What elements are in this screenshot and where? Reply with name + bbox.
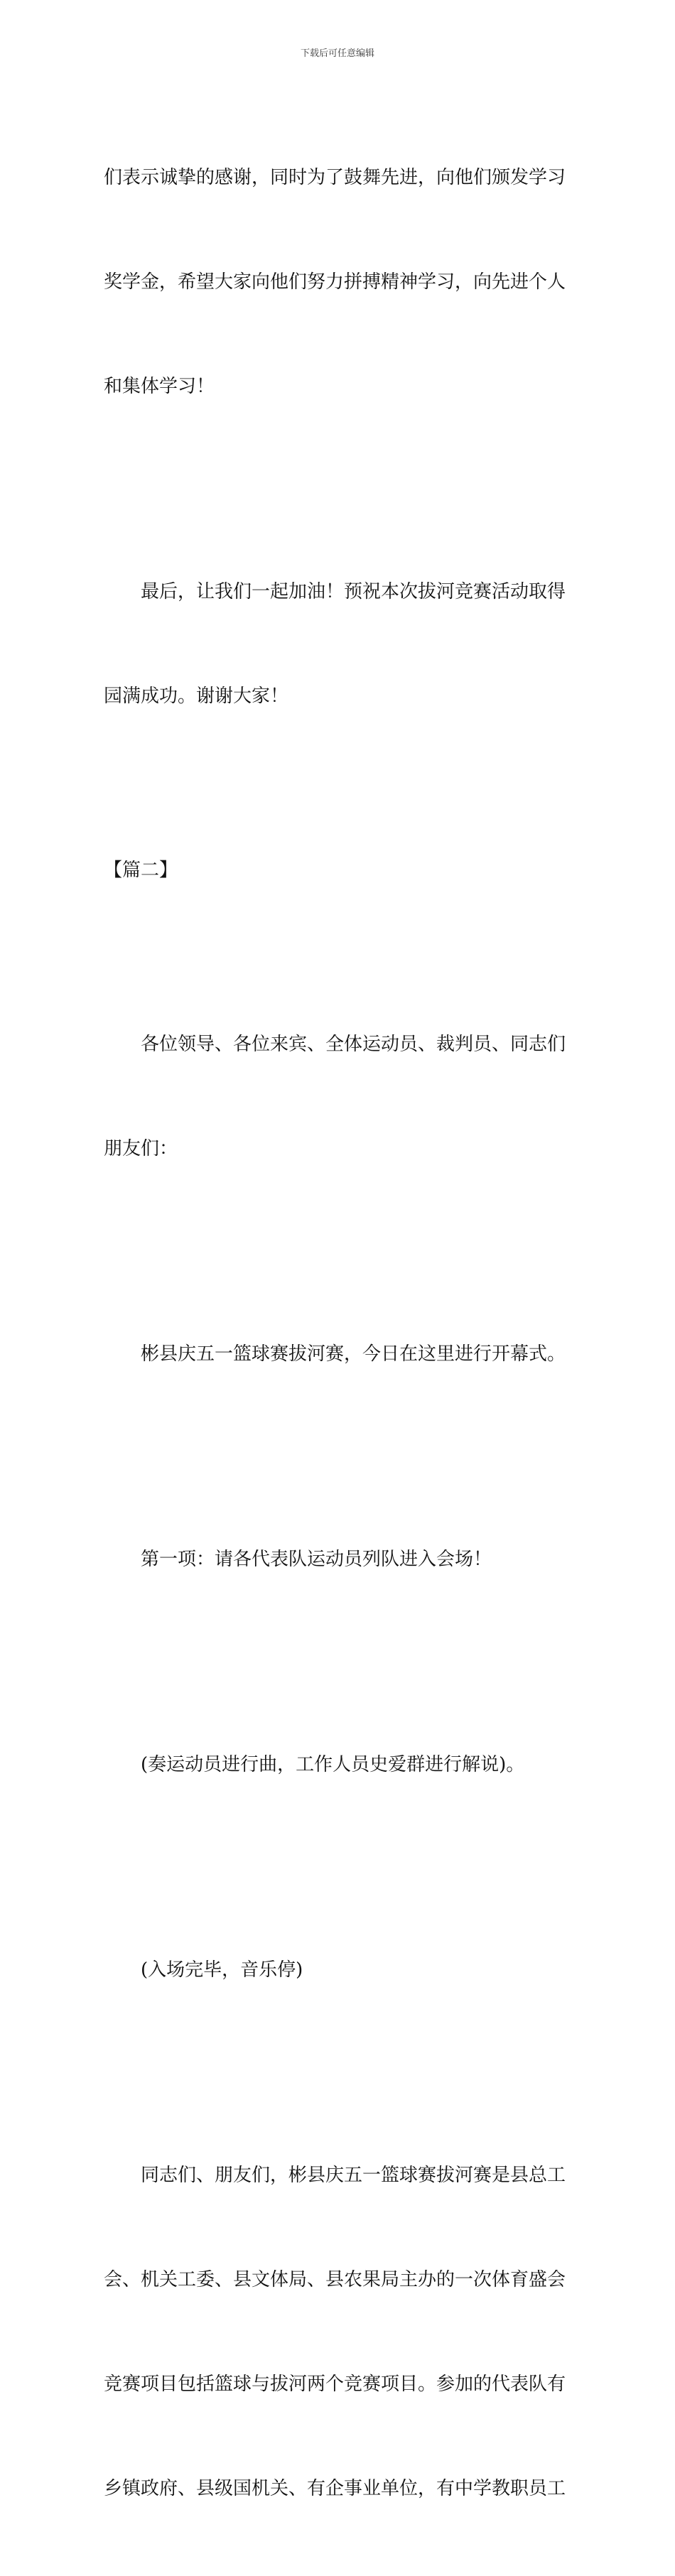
text-line: 彬县庆五一篮球赛拔河赛，今日在这里进行开幕式。 <box>141 1343 566 1365</box>
page-header: 下载后可任意编辑 <box>300 48 374 59</box>
text-line: 乡镇政府、县级国机关、有企事业单位，有中学教职员工 <box>104 2478 566 2499</box>
text-line: 奖学金，希望大家向他们努力拼搏精神学习，向先进个人 <box>104 271 566 293</box>
text-line: 园满成功。谢谢大家！ <box>104 686 289 707</box>
text-line: 们表示诚挚的感谢，同时为了鼓舞先进，向他们颁发学习 <box>104 167 566 188</box>
text-line: 最后，让我们一起加油！预祝本次拔河竞赛活动取得 <box>141 581 566 602</box>
text-line: (入场完毕，音乐停) <box>141 1959 303 1981</box>
text-line: (奏运动员进行曲，工作人员史爱群进行解说)。 <box>141 1754 525 1775</box>
text-line: 第一项：请各代表队运动员列队进入会场！ <box>141 1549 492 1570</box>
document-body <box>104 91 581 2576</box>
paragraph-music <box>104 1678 581 1852</box>
text-line: 同志们、朋友们，彬县庆五一篮球赛拔河赛是县总工 <box>141 2165 566 2186</box>
text-line: 会、机关工委、县文体局、县农果局主办的一次体育盛会 <box>104 2269 566 2290</box>
paragraph-greeting <box>104 958 581 1236</box>
paragraph-introduction <box>104 2089 581 2576</box>
text-line: 竞赛项目包括篮球与拔河两个竞赛项目。参加的代表队有 <box>104 2374 566 2395</box>
section-heading <box>104 784 581 958</box>
paragraph-item-one <box>104 1473 581 1647</box>
text-line: 和集体学习！ <box>104 376 215 397</box>
text-line: 各位领导、各位来宾、全体运动员、裁判员、同志们 <box>141 1034 566 1055</box>
paragraph-opening <box>104 1267 581 1441</box>
paragraph-closing <box>104 505 581 784</box>
paragraph-entry-complete <box>104 1883 581 2057</box>
text-line: 朋友们： <box>104 1138 178 1159</box>
text-line: 【篇二】 <box>104 860 178 881</box>
paragraph-thanks <box>104 91 581 474</box>
